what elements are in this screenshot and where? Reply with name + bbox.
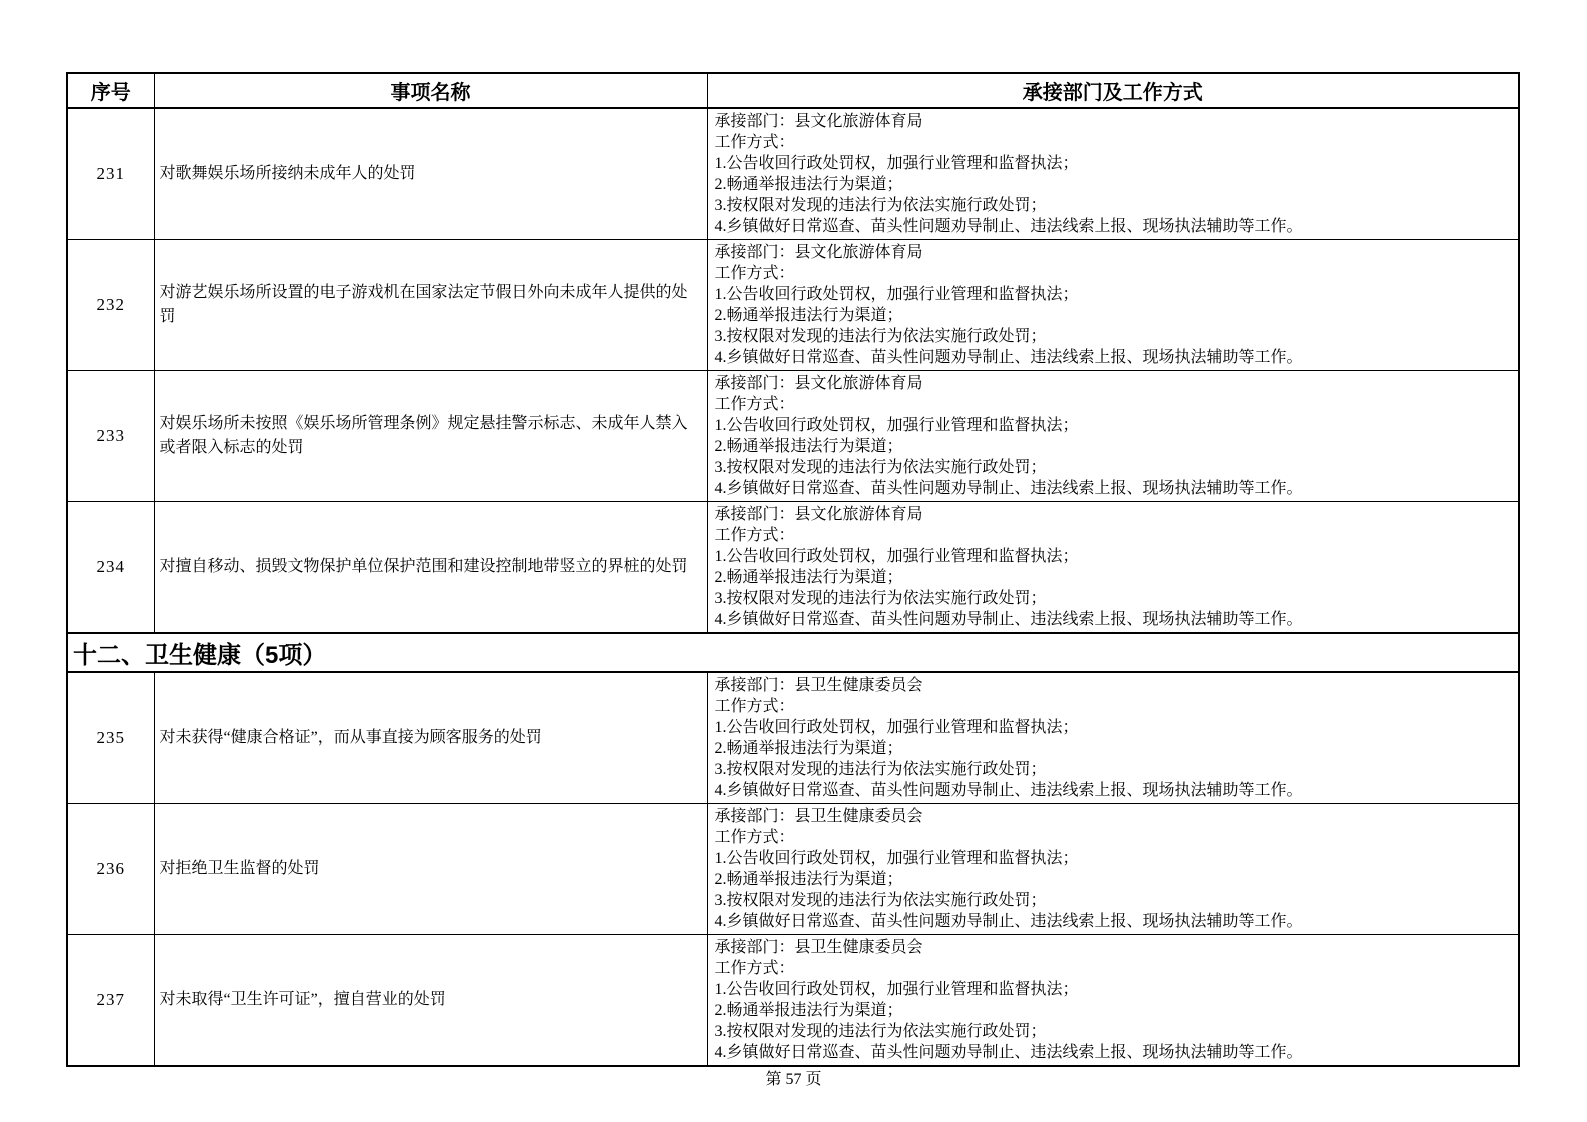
section-header: 十二、卫生健康（5项） bbox=[67, 633, 1519, 672]
item-name-cell: 对娱乐场所未按照《娱乐场所管理条例》规定悬挂警示标志、未成年人禁入或者限入标志的处罚 bbox=[154, 371, 707, 502]
department-method-cell bbox=[707, 502, 1519, 634]
department-line bbox=[715, 504, 1511, 525]
work-method-item: 1.公告收回行政处罚权，加强行业管理和监督执法； bbox=[714, 548, 1079, 565]
department-prefix: 承接部门： bbox=[714, 506, 795, 523]
table-row bbox=[67, 371, 1519, 502]
header-col-index: 序号 bbox=[67, 73, 154, 108]
table-row bbox=[67, 108, 1519, 240]
work-method-item: 4.乡镇做好日常巡查、苗头性问题劝导制止、违法线索上报、现场执法辅助等工作。 bbox=[714, 611, 1303, 628]
section-header-row bbox=[67, 633, 1519, 672]
work-method-item: 2.畅通举报违法行为渠道； bbox=[714, 1002, 903, 1019]
work-method-label: 工作方式： bbox=[714, 698, 795, 715]
item-name-cell: 对未获得“健康合格证”，而从事直接为顾客服务的处罚 bbox=[154, 672, 707, 804]
work-method-item: 1.公告收回行政处罚权，加强行业管理和监督执法； bbox=[714, 155, 1079, 172]
department-method-cell bbox=[707, 804, 1519, 935]
page-number: 第 57 页 bbox=[765, 1071, 822, 1088]
department-line bbox=[715, 806, 1511, 827]
department-method-cell bbox=[707, 371, 1519, 502]
work-method-item: 2.畅通举报违法行为渠道； bbox=[714, 740, 903, 757]
table-row bbox=[67, 672, 1519, 804]
work-method-item: 1.公告收回行政处罚权，加强行业管理和监督执法； bbox=[714, 850, 1079, 867]
work-method-item: 4.乡镇做好日常巡查、苗头性问题劝导制止、违法线索上报、现场执法辅助等工作。 bbox=[714, 913, 1303, 930]
table-body bbox=[67, 108, 1519, 1066]
work-method-item: 4.乡镇做好日常巡查、苗头性问题劝导制止、违法线索上报、现场执法辅助等工作。 bbox=[714, 218, 1303, 235]
department-name: 县文化旅游体育局 bbox=[794, 375, 923, 392]
table-row bbox=[67, 240, 1519, 371]
work-method-item: 2.畅通举报违法行为渠道； bbox=[714, 176, 903, 193]
work-method-item: 1.公告收回行政处罚权，加强行业管理和监督执法； bbox=[714, 417, 1079, 434]
work-method-item: 2.畅通举报违法行为渠道； bbox=[714, 438, 903, 455]
item-name-cell: 对擅自移动、损毁文物保护单位保护范围和建设控制地带竖立的界桩的处罚 bbox=[154, 502, 707, 634]
work-method-item: 4.乡镇做好日常巡查、苗头性问题劝导制止、违法线索上报、现场执法辅助等工作。 bbox=[714, 1044, 1303, 1061]
table-row bbox=[67, 935, 1519, 1067]
department-prefix: 承接部门： bbox=[714, 375, 795, 392]
department-method-cell bbox=[707, 240, 1519, 371]
work-method-item: 3.按权限对发现的违法行为依法实施行政处罚； bbox=[714, 459, 1047, 476]
department-prefix: 承接部门： bbox=[714, 244, 795, 261]
work-method-label: 工作方式： bbox=[714, 527, 795, 544]
department-prefix: 承接部门： bbox=[714, 939, 795, 956]
department-prefix: 承接部门： bbox=[714, 677, 795, 694]
header-row bbox=[67, 73, 1519, 108]
work-method-label: 工作方式： bbox=[714, 829, 795, 846]
department-line bbox=[715, 111, 1511, 132]
department-line bbox=[715, 242, 1511, 263]
row-index-cell: 231 bbox=[67, 108, 154, 240]
item-name-cell: 对未取得“卫生许可证”，擅自营业的处罚 bbox=[154, 935, 707, 1067]
work-method-item: 3.按权限对发现的违法行为依法实施行政处罚； bbox=[714, 761, 1047, 778]
work-method-item: 3.按权限对发现的违法行为依法实施行政处罚； bbox=[714, 197, 1047, 214]
work-method-item: 4.乡镇做好日常巡查、苗头性问题劝导制止、违法线索上报、现场执法辅助等工作。 bbox=[714, 349, 1303, 366]
header-col-item-name: 事项名称 bbox=[154, 73, 707, 108]
item-name-cell: 对歌舞娱乐场所接纳未成年人的处罚 bbox=[154, 108, 707, 240]
department-prefix: 承接部门： bbox=[714, 808, 795, 825]
work-method-label: 工作方式： bbox=[714, 265, 795, 282]
department-line bbox=[715, 373, 1511, 394]
department-name: 县文化旅游体育局 bbox=[794, 113, 923, 130]
department-name: 县文化旅游体育局 bbox=[794, 244, 923, 261]
department-name: 县卫生健康委员会 bbox=[794, 808, 923, 825]
table-header bbox=[67, 73, 1519, 108]
department-prefix: 承接部门： bbox=[714, 113, 795, 130]
work-method-label: 工作方式： bbox=[714, 134, 795, 151]
department-name: 县卫生健康委员会 bbox=[794, 939, 923, 956]
work-method-item: 3.按权限对发现的违法行为依法实施行政处罚； bbox=[714, 590, 1047, 607]
department-line bbox=[715, 675, 1511, 696]
table-row bbox=[67, 804, 1519, 935]
header-col-department: 承接部门及工作方式 bbox=[707, 73, 1519, 108]
work-method-item: 2.畅通举报违法行为渠道； bbox=[714, 871, 903, 888]
work-method-item: 4.乡镇做好日常巡查、苗头性问题劝导制止、违法线索上报、现场执法辅助等工作。 bbox=[714, 480, 1303, 497]
work-method-item: 3.按权限对发现的违法行为依法实施行政处罚； bbox=[714, 892, 1047, 909]
work-method-item: 2.畅通举报违法行为渠道； bbox=[714, 307, 903, 324]
work-method-item: 4.乡镇做好日常巡查、苗头性问题劝导制止、违法线索上报、现场执法辅助等工作。 bbox=[714, 782, 1303, 799]
row-index-cell: 235 bbox=[67, 672, 154, 804]
department-name: 县文化旅游体育局 bbox=[794, 506, 923, 523]
department-method-cell bbox=[707, 672, 1519, 804]
work-method-item: 1.公告收回行政处罚权，加强行业管理和监督执法； bbox=[714, 981, 1079, 998]
row-index-cell: 234 bbox=[67, 502, 154, 634]
work-method-item: 3.按权限对发现的违法行为依法实施行政处罚； bbox=[714, 1023, 1047, 1040]
work-method-item: 1.公告收回行政处罚权，加强行业管理和监督执法； bbox=[714, 286, 1079, 303]
work-method-item: 3.按权限对发现的违法行为依法实施行政处罚； bbox=[714, 328, 1047, 345]
department-line bbox=[715, 937, 1511, 958]
department-method-cell bbox=[707, 108, 1519, 240]
work-method-item: 2.畅通举报违法行为渠道； bbox=[714, 569, 903, 586]
items-table bbox=[66, 72, 1520, 1067]
row-index-cell: 233 bbox=[67, 371, 154, 502]
row-index-cell: 232 bbox=[67, 240, 154, 371]
item-name-cell: 对游艺娱乐场所设置的电子游戏机在国家法定节假日外向未成年人提供的处罚 bbox=[154, 240, 707, 371]
work-method-label: 工作方式： bbox=[714, 396, 795, 413]
item-name-cell: 对拒绝卫生监督的处罚 bbox=[154, 804, 707, 935]
work-method-item: 1.公告收回行政处罚权，加强行业管理和监督执法； bbox=[714, 719, 1079, 736]
row-index-cell: 237 bbox=[67, 935, 154, 1067]
row-index-cell: 236 bbox=[67, 804, 154, 935]
table-row bbox=[67, 502, 1519, 634]
department-method-cell bbox=[707, 935, 1519, 1067]
department-name: 县卫生健康委员会 bbox=[794, 677, 923, 694]
work-method-label: 工作方式： bbox=[714, 960, 795, 977]
